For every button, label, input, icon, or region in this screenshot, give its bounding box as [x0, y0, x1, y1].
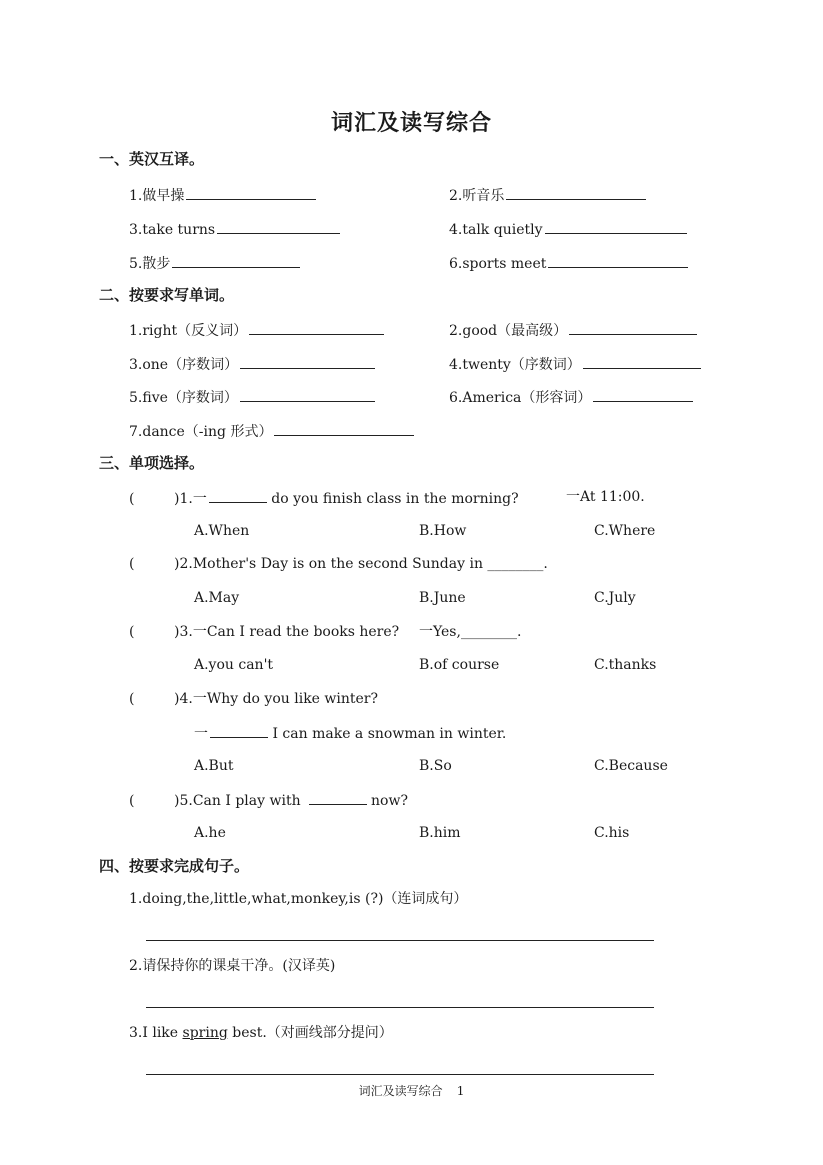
page-title: 词汇及读写综合 — [330, 110, 492, 136]
answer-blank[interactable] — [545, 221, 687, 234]
answer-blank[interactable] — [249, 322, 384, 335]
s2-item-6 — [449, 389, 693, 405]
s2-item-7 — [129, 423, 414, 439]
s1-item-6-label: 6.sports meet — [449, 256, 547, 272]
answer-blank[interactable] — [506, 187, 646, 200]
answer-bracket[interactable]: ( — [129, 793, 135, 809]
mc-question-1-response: 一At 11:00. — [566, 489, 645, 505]
option-a[interactable]: A.he — [194, 825, 226, 841]
mc-question-1: ( )1.一 do you finish class in the morning? — [129, 491, 519, 507]
section-2-heading: 二、按要求写单词。 — [99, 286, 235, 304]
s4-question-1: 1.doing,the,little,what,monkey,is (?)（连词成句） — [129, 891, 468, 907]
s2-item-2-label: 2.good（最高级） — [449, 323, 568, 339]
footer-title: 词汇及读写综合 — [358, 1084, 443, 1098]
section-1-heading: 一、英汉互译。 — [99, 150, 205, 168]
answer-bracket[interactable]: ( — [129, 556, 135, 572]
s1-item-4-label: 4.talk quietly — [449, 222, 543, 238]
s1-item-1-label: 1.做早操 — [129, 188, 185, 204]
section-3-heading: 三、单项选择。 — [99, 454, 205, 472]
s2-item-4-label: 4.twenty（序数词） — [449, 357, 581, 373]
answer-blank[interactable] — [274, 423, 414, 436]
s2-item-4 — [449, 356, 701, 372]
mc-question-2: ( )2.Mother's Day is on the second Sunday in ________. — [129, 556, 548, 572]
option-b[interactable]: B.How — [419, 523, 467, 539]
answer-line[interactable] — [146, 1074, 654, 1075]
section-4-heading: 四、按要求完成句子。 — [99, 857, 250, 875]
answer-blank[interactable] — [593, 389, 693, 402]
s1-item-5-label: 5.散步 — [129, 256, 171, 272]
s1-item-2-label: 2.听音乐 — [449, 188, 505, 204]
mc-question-3: ( )3.一Can I read the books here? — [129, 624, 400, 640]
s2-item-1-label: 1.right（反义词） — [129, 323, 248, 339]
answer-blank[interactable] — [583, 356, 701, 369]
option-c[interactable]: C.his — [594, 825, 630, 841]
answer-blank[interactable] — [217, 221, 340, 234]
s1-item-3-label: 3.take turns — [129, 222, 216, 238]
answer-blank[interactable] — [186, 187, 316, 200]
option-a[interactable]: A.But — [194, 758, 234, 774]
answer-blank[interactable] — [548, 255, 688, 268]
option-c[interactable]: C.Where — [594, 523, 656, 539]
s1-item-1 — [129, 187, 316, 203]
s2-item-2 — [449, 322, 697, 338]
answer-blank[interactable] — [569, 322, 697, 335]
s2-item-1 — [129, 322, 384, 338]
option-b[interactable]: B.him — [419, 825, 461, 841]
s2-item-7-label: 7.dance（-ing 形式） — [129, 424, 273, 440]
answer-line[interactable] — [146, 940, 654, 941]
answer-bracket[interactable]: ( — [129, 491, 135, 507]
mc-question-3-response: 一Yes,________. — [419, 624, 522, 640]
question-blank — [309, 792, 367, 805]
s2-item-5 — [129, 389, 375, 405]
s2-item-3 — [129, 356, 375, 372]
answer-bracket[interactable]: ( — [129, 624, 135, 640]
option-a[interactable]: A.May — [194, 590, 240, 606]
answer-blank[interactable] — [240, 389, 375, 402]
page-number: 1 — [456, 1084, 465, 1098]
mc-question-4: ( )4.一Why do you like winter? — [129, 691, 378, 707]
option-a[interactable]: A.When — [194, 523, 250, 539]
answer-line[interactable] — [146, 1007, 654, 1008]
answer-blank[interactable] — [240, 356, 375, 369]
s1-item-5 — [129, 255, 300, 271]
s1-item-6 — [449, 255, 688, 271]
page-footer — [0, 1085, 823, 1097]
underlined-word: spring — [182, 1025, 228, 1041]
answer-bracket[interactable]: ( — [129, 691, 135, 707]
mc-question-5: ( )5.Can I play with now? — [129, 793, 408, 809]
question-blank — [209, 490, 267, 503]
s2-item-5-label: 5.five（序数词） — [129, 390, 238, 406]
option-c[interactable]: C.thanks — [594, 657, 657, 673]
s4-question-2: 2.请保持你的课桌干净。(汉译英) — [129, 958, 336, 974]
question-blank — [210, 725, 268, 738]
s2-item-3-label: 3.one（序数词） — [129, 357, 239, 373]
option-a[interactable]: A.you can't — [194, 657, 274, 673]
mc-question-4-line2: 一 I can make a snowman in winter. — [194, 726, 507, 742]
option-c[interactable]: C.Because — [594, 758, 668, 774]
s4-question-3: 3.I like spring best.（对画线部分提问） — [129, 1025, 393, 1041]
option-c[interactable]: C.July — [594, 590, 636, 606]
s1-item-2 — [449, 187, 646, 203]
option-b[interactable]: B.So — [419, 758, 452, 774]
s1-item-3 — [129, 221, 340, 237]
s1-item-4 — [449, 221, 687, 237]
option-b[interactable]: B.of course — [419, 657, 500, 673]
s2-item-6-label: 6.America（形容词） — [449, 390, 592, 406]
answer-blank[interactable] — [172, 255, 300, 268]
option-b[interactable]: B.June — [419, 590, 466, 606]
